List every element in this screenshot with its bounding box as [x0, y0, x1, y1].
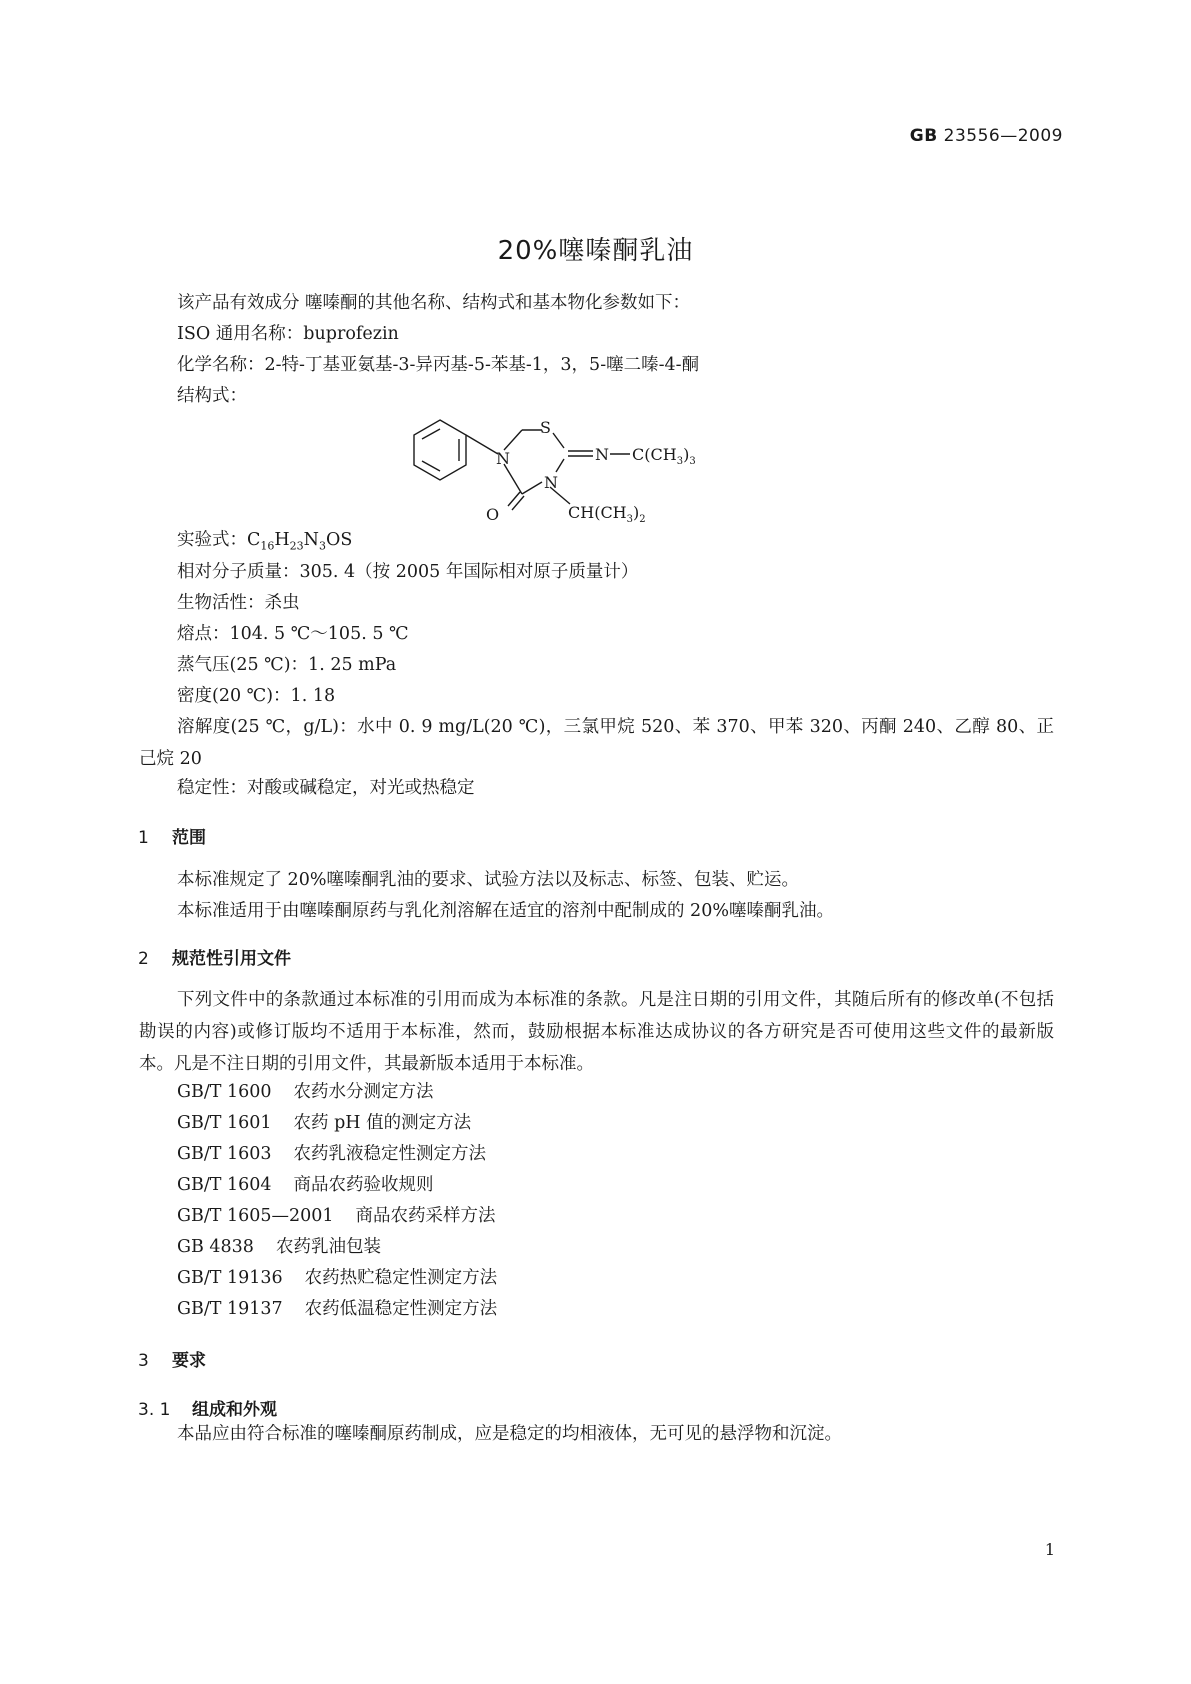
chemical-name: 化学名称：2-特-丁基亚氨基-3-异丙基-5-苯基-1，3，5-噻二嗪-4-酮: [177, 355, 700, 375]
reference-code: GB 4838: [177, 1237, 254, 1257]
reference-name: 农药低温稳定性测定方法: [304, 1299, 498, 1319]
section-1-number: 1: [138, 828, 149, 848]
melting-point: 熔点：104. 5 ℃～105. 5 ℃: [177, 624, 409, 644]
reference-item: [177, 1264, 497, 1289]
reference-item: [177, 1295, 497, 1320]
atom-n-phenyl: N: [496, 449, 510, 468]
reference-item: [177, 1171, 434, 1196]
vapor-pressure: 蒸气压(25 ℃)：1. 25 mPa: [177, 655, 397, 675]
formula-rest: OS: [325, 530, 353, 550]
tbutyl-group: C(CH: [632, 445, 677, 464]
tbutyl-close: ): [683, 445, 690, 464]
section-2-title: 规范性引用文件: [172, 949, 291, 969]
section-3-1-heading: [138, 1395, 277, 1420]
reference-item: [177, 1202, 496, 1227]
page-number: 1: [1044, 1540, 1055, 1559]
reference-item: [177, 1078, 434, 1103]
section-3-heading: [138, 1346, 206, 1371]
reference-code: GB/T 19136: [177, 1268, 283, 1288]
svg-text:C(CH3)3: [632, 445, 696, 467]
structure-label: 结构式：: [177, 386, 247, 406]
reference-item: [177, 1109, 471, 1134]
reference-name: 农药热贮稳定性测定方法: [304, 1268, 498, 1288]
section-1-heading: [138, 823, 206, 848]
isopropyl-count: 2: [639, 514, 646, 525]
section-2-paragraph: 下列文件中的条款通过本标准的引用而成为本标准的条款。凡是注日期的引用文件，其随后所有的修改单(不包括勘误的内容)或修订版均不适用于本标准，然而，鼓励根据本标准达成协议的各方研究是否可使用这些文件的最新版本。凡是不注日期的引用文件，其最新版本适用于本标准。: [139, 990, 1054, 1074]
stability: 稳定性：对酸或碱稳定，对光或热稳定: [177, 778, 475, 798]
reference-name: 农药乳液稳定性测定方法: [293, 1144, 487, 1164]
section-3-1-paragraph: 本品应由符合标准的噻嗪酮原药制成，应是稳定的均相液体，无可见的悬浮物和沉淀。: [177, 1424, 842, 1444]
section-1-paragraph-1: 本标准规定了 20%噻嗪酮乳油的要求、试验方法以及标志、标签、包装、贮运。: [177, 870, 799, 890]
formula-n-count: 3: [318, 539, 326, 553]
bio-activity: 生物活性：杀虫: [177, 593, 300, 613]
reference-code: GB/T 1605—2001: [177, 1206, 334, 1226]
reference-name: 农药 pH 值的测定方法: [293, 1113, 472, 1133]
standard-prefix: GB: [909, 126, 938, 146]
section-1-paragraph-2: 本标准适用于由噻嗪酮原药与乳化剂溶解在适宜的溶剂中配制成的 20%噻嗪酮乳油。: [177, 901, 834, 921]
formula-n: N: [303, 530, 319, 550]
isopropyl-close: ): [633, 503, 640, 522]
reference-item: [177, 1140, 486, 1165]
section-1-title: 范围: [172, 828, 206, 848]
formula-c-count: 16: [260, 539, 275, 553]
atom-n-imine-ring: N: [544, 473, 558, 492]
section-3-number: 3: [138, 1351, 149, 1371]
atom-o: O: [486, 505, 500, 524]
atom-n-imine: N: [595, 445, 609, 464]
iso-name: ISO 通用名称：buprofezin: [177, 324, 399, 344]
intro-line: 该产品有效成分 噻嗪酮的其他名称、结构式和基本物化参数如下：: [177, 293, 691, 313]
reference-name: 商品农药采样方法: [355, 1206, 496, 1226]
solubility: 溶解度(25 ℃，g/L)：水中 0. 9 mg/L(20 ℃)，三氯甲烷 520、苯 370、甲苯 320、丙酮 240、乙醇 80、正己烷 20: [139, 717, 1054, 769]
section-3-1-title: 组成和外观: [192, 1400, 277, 1420]
reference-code: GB/T 1600: [177, 1082, 272, 1102]
structural-formula: [400, 408, 730, 558]
density: 密度(20 ℃)：1. 18: [177, 686, 336, 706]
svg-text:CH(CH3)2: [568, 503, 646, 525]
reference-name: 商品农药验收规则: [293, 1175, 434, 1195]
section-3-title: 要求: [172, 1351, 206, 1371]
tbutyl-count: 3: [689, 456, 696, 467]
reference-name: 农药水分测定方法: [293, 1082, 434, 1102]
reference-code: GB/T 1604: [177, 1175, 272, 1195]
reference-name: 农药乳油包装: [275, 1237, 381, 1257]
reference-code: GB/T 19137: [177, 1299, 283, 1319]
section-3-1-number: 3. 1: [138, 1400, 171, 1420]
reference-item: [177, 1233, 381, 1258]
formula-h-count: 23: [289, 539, 304, 553]
section-2-number: 2: [138, 949, 149, 969]
formula-h: H: [274, 530, 290, 550]
section-2-heading: [138, 944, 291, 969]
isopropyl-group: CH(CH: [568, 503, 627, 522]
reference-code: GB/T 1603: [177, 1144, 272, 1164]
tbutyl-sub: 3: [676, 456, 684, 467]
standard-code: [910, 126, 1063, 146]
document-title: 20%噻嗪酮乳油: [497, 236, 694, 266]
formula-c: C: [247, 530, 261, 550]
atom-s: S: [540, 418, 551, 437]
reference-code: GB/T 1601: [177, 1113, 272, 1133]
formula-label: 实验式：: [177, 530, 247, 550]
standard-number: 23556—2009: [943, 126, 1063, 146]
isopropyl-sub: 3: [626, 514, 634, 525]
molecular-weight: 相对分子质量：305. 4（按 2005 年国际相对原子质量计）: [177, 562, 639, 582]
